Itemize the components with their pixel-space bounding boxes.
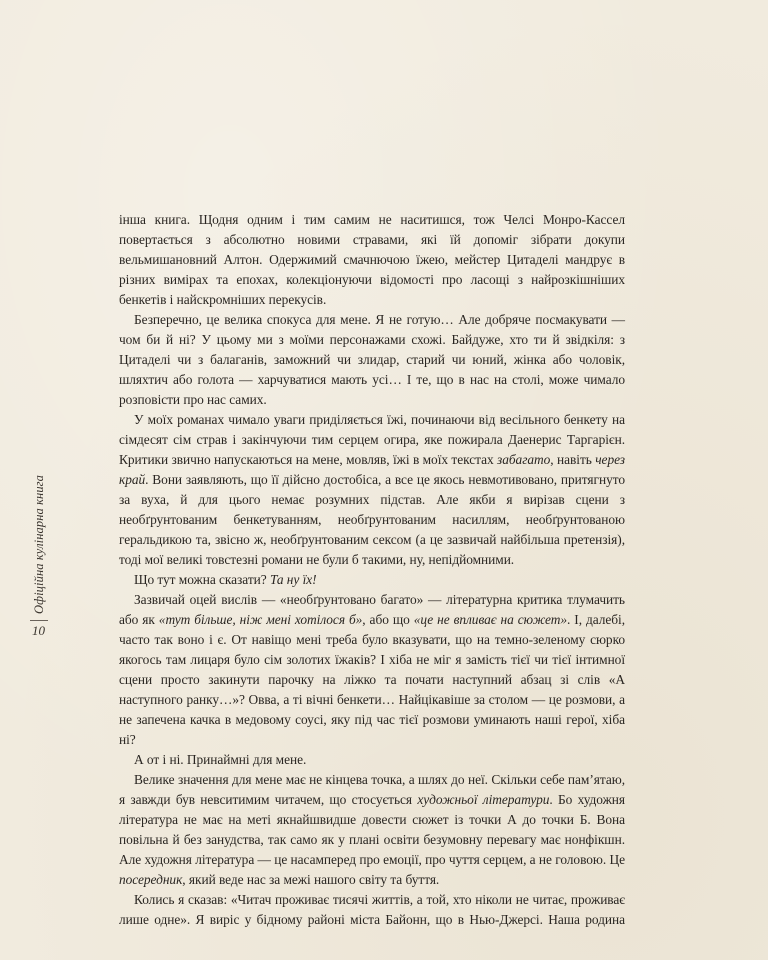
text-run: У моїх романах чимало уваги приділяється їжі, починаючи від весільного бенкету на сімдесят сім страв і закінчуючи тим серцем огира, яке пожирала Даенерис Таргарієн. Критики звично напускаються на мене, мовляв, їжі в моїх текстах bbox=[119, 412, 625, 467]
paragraph bbox=[119, 210, 625, 310]
italic-text: «тут більше, ніж мені хотілося б» bbox=[158, 612, 363, 627]
paragraph bbox=[119, 770, 625, 890]
text-run: Колись я сказав: «Читач проживає тисячі життів, а той, хто ніколи не читає, проживає лише одне». Я виріс у бідному районі міста Байонн, що в Нью-Джерсі. Наша родина bbox=[119, 892, 625, 927]
paragraph bbox=[119, 750, 625, 770]
text-run: . Бо художня література не має на меті якнайшвидше довести сюжет із точки А до точки Б. Вона повільна й без занудства, так само як у плані освіти безумовну перевагу має нонфікшн. Але художня література — це насамперед про емоції, про чуття серцем, а не головою. Це bbox=[119, 792, 626, 867]
paragraph bbox=[119, 590, 625, 750]
text-run: , або що bbox=[362, 612, 414, 627]
italic-text: посередник bbox=[119, 872, 183, 887]
body-text bbox=[119, 210, 625, 930]
text-run: . Вони заявляють, що її дійсно достобіса, а все це якось невмотивовано, притягнуто за вуха, й для цього немає розумних підстав. Але якби я вирізав сцени з необґрунтованим бенкетуванням, необґрунтованим насиллям, необґрунтованою геральдикою та, звісно ж, необґрунтованим сексом (а це зазвичай найбільша претензія), тоді мої великі товстезні романи не були б такими, ну, непідйомними. bbox=[119, 472, 625, 567]
text-run: інша книга. Щодня одним і тим самим не наситишся, тож Челсі Монро-Кассел повертається з абсолютно новими стравами, які їй допоміг зібрати докупи вельмишановний Алтон. Одержимий смачнючою їжею, мейстер Цитаделі мандрує в різних вимірах та епохах, колекціонуючи відомості про ласощі з найрозкішніших бенкетів і найскромніших перекусів. bbox=[119, 212, 625, 307]
italic-text: через край bbox=[119, 452, 625, 487]
text-run: Велике значення для мене має не кінцева точка, а шлях до неї. Скільки себе пам’ятаю, я завжди був невситимим читачем, що стосується bbox=[119, 772, 625, 807]
italic-text: «це не впливає на сюжет» bbox=[413, 612, 568, 627]
paragraph bbox=[119, 890, 625, 930]
italic-text: Та ну їх! bbox=[269, 572, 317, 587]
running-head: Офіційна кулінарна книга bbox=[32, 474, 46, 614]
text-run: . І, далебі, часто так воно і є. От навіщо мені треба було вказувати, що на темно-зеленому сюрко якогось там лицаря було сім золотих їжаків? І хіба не міг я замість тієї чи тієї інтимної сцени просто закинути парочку на ліжко та почати наступний абзац зі слів «А наступного ранку…»? Овва, а ті вічні бенкети… Найцікавіше за столом — це розмови, а не запечена качка в медовому соусі, яку під час тієї розмови уминають наші герої, хіба ні? bbox=[119, 612, 626, 747]
italic-text: художньої літератури bbox=[417, 792, 550, 807]
text-run: , який веде нас за межі нашого світу та буття. bbox=[182, 872, 440, 887]
text-run: Безперечно, це велика спокуса для мене. Я не готую… Але добряче посмакувати — чом би й ні? У цьому ми з моїми персонажами схожі. Байдуже, хто ти й звідкіля: з Цитаделі чи з балаганів, заможний чи злидар, старий чи юний, жінка або чоловік, шляхтич або голота — харчуватися мають усі… І те, що в нас на столі, може чимало розповісти про нас самих. bbox=[119, 312, 625, 407]
paragraph bbox=[119, 410, 625, 570]
paragraph bbox=[119, 310, 625, 410]
text-run: Що тут можна сказати? bbox=[134, 572, 270, 587]
folio-rule bbox=[30, 620, 48, 621]
text-run: А от і ні. Принаймні для мене. bbox=[134, 752, 307, 767]
paragraph bbox=[119, 570, 625, 590]
page-number: 10 bbox=[32, 623, 45, 638]
text-run: Зазвичай оцей вислів — «необґрунтовано багато» — літературна критика тлумачить або як bbox=[119, 592, 625, 627]
text-run: , навіть bbox=[550, 452, 596, 467]
italic-text: забагато bbox=[497, 452, 551, 467]
